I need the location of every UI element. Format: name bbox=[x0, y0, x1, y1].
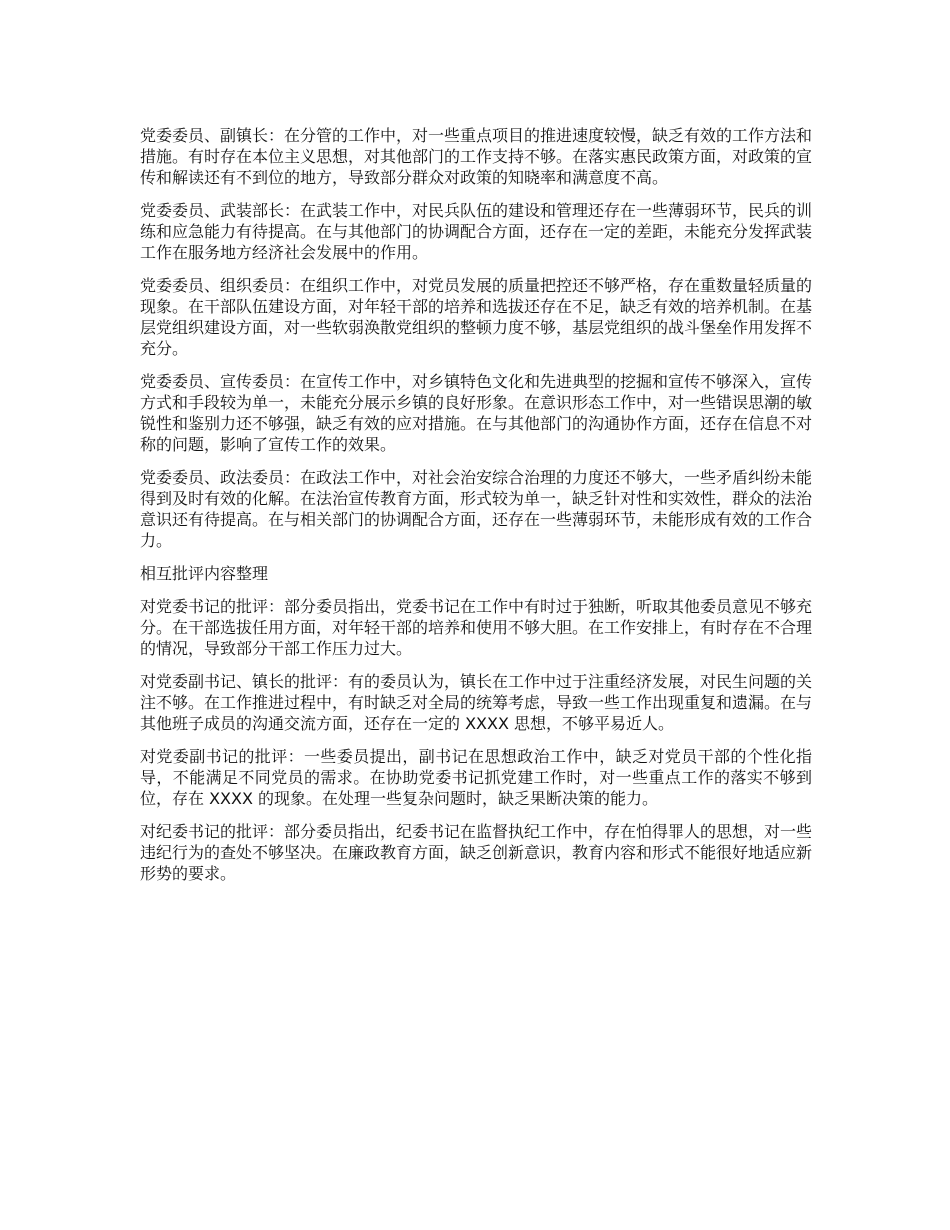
document-page bbox=[140, 125, 812, 896]
critique-discipline-secretary: 对纪委书记的批评：部分委员指出，纪委书记在监督执纪工作中，存在怕得罪人的思想，对一些违纪行为的查处不够坚决。在廉政教育方面，缺乏创新意识，教育内容和形式不能很好地适应新形势的要求。 bbox=[140, 822, 813, 883]
critique-deputy-secretary: 对党委副书记的批评：一些委员提出，副书记在思想政治工作中，缺乏对党员干部的个性化指导，不能满足不同党员的需求。在协助党委书记抓党建工作时，对一些重点工作的落实不够到位，存在 XXXX 的现象。在处理一些复杂问题时，缺乏果断决策的能力。 bbox=[140, 747, 812, 808]
paragraph-political-legal-member: 党委委员、政法委员：在政法工作中，对社会治安综合治理的力度还不够大，一些矛盾纠纷未能得到及时有效的化解。在法治宣传教育方面，形式较为单一，缺乏针对性和实效性，群众的法治意识还有待提高。在与相关部门的协调配合方面，还存在一些薄弱环节，未能形成有效的工作合力。 bbox=[140, 468, 813, 550]
section-heading: 相互批评内容整理 bbox=[140, 564, 269, 583]
paragraph-organization-member: 党委委员、组织委员：在组织工作中，对党员发展的质量把控还不够严格，存在重数量轻质量的现象。在干部队伍建设方面，对年轻干部的培养和选拔还存在不足，缺乏有效的培养机制。在基层党组织建设方面，对一些软弱涣散党组织的整顿力度不够，基层党组织的战斗堡垒作用发挥不充分。 bbox=[140, 276, 813, 358]
paragraph-deputy-mayor: 党委委员、副镇长：在分管的工作中，对一些重点项目的推进速度较慢，缺乏有效的工作方法和措施。有时存在本位主义思想，对其他部门的工作支持不够。在落实惠民政策方面，对政策的宣传和解读还有不到位的地方，导致部分群众对政策的知晓率和满意度不高。 bbox=[140, 126, 813, 187]
paragraph-armed-forces-minister: 党委委员、武装部长：在武装工作中，对民兵队伍的建设和管理还存在一些薄弱环节，民兵的训练和应急能力有待提高。在与其他部门的协调配合方面，还存在一定的差距，未能充分发挥武装工作在服务地方经济社会发展中的作用。 bbox=[140, 201, 813, 262]
critique-party-secretary: 对党委书记的批评：部分委员指出，党委书记在工作中有时过于独断，听取其他委员意见不够充分。在干部选拔任用方面，对年轻干部的培养和使用不够大胆。在工作安排上，有时存在不合理的情况，导致部分干部工作压力过大。 bbox=[140, 597, 813, 658]
critique-deputy-secretary-mayor: 对党委副书记、镇长的批评：有的委员认为，镇长在工作中过于注重经济发展，对民生问题的关注不够。在工作推进过程中，有时缺乏对全局的统筹考虑，导致一些工作出现重复和遗漏。在与其他班子成员的沟通交流方面，还存在一定的 XXXX 思想，不够平易近人。 bbox=[140, 672, 813, 733]
paragraph-publicity-member: 党委委员、宣传委员：在宣传工作中，对乡镇特色文化和先进典型的挖掘和宣传不够深入，宣传方式和手段较为单一，未能充分展示乡镇的良好形象。在意识形态工作中，对一些错误思潮的敏锐性和鉴别力还不够强，缺乏有效的应对措施。在与其他部门的沟通协作方面，还存在信息不对称的问题，影响了宣传工作的效果。 bbox=[140, 372, 813, 454]
